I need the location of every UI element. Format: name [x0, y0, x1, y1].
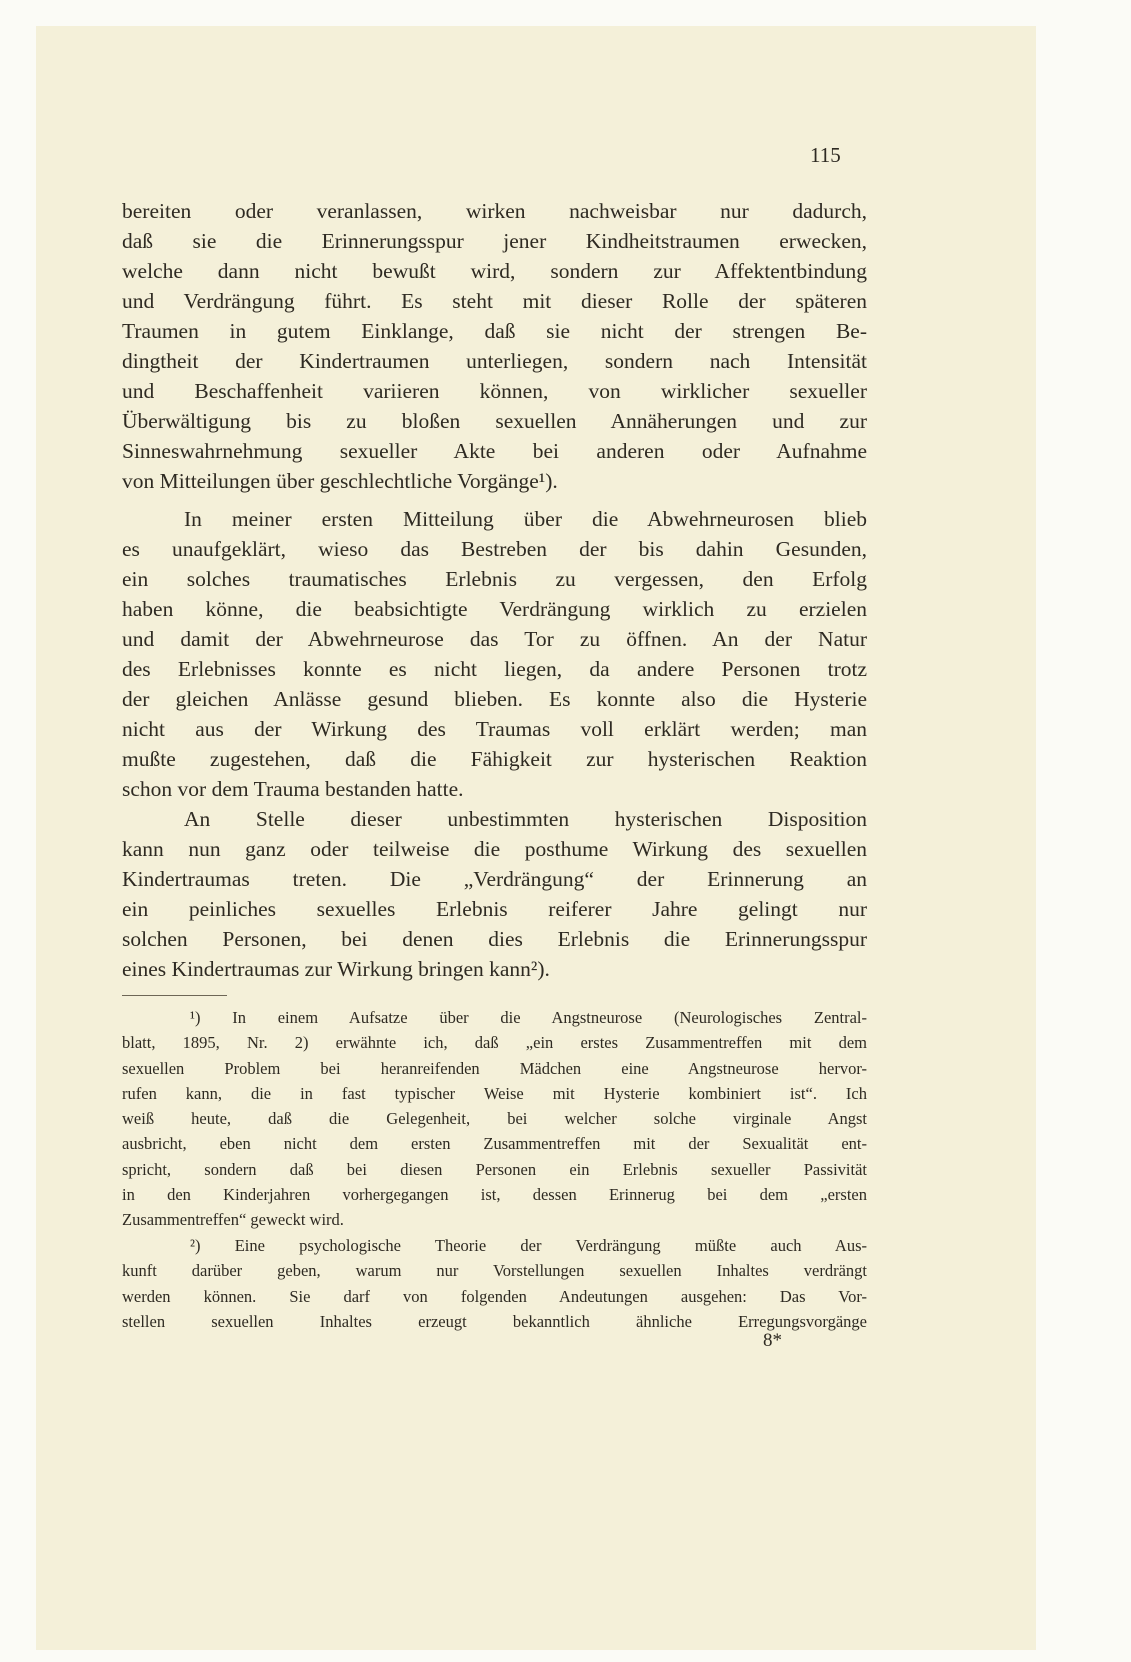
text-line: kunft darüber geben, warum nur Vorstellungen sexuellen Inhaltes verdrängt [122, 1261, 867, 1281]
footnote-divider [122, 995, 227, 996]
text-line: sexuellen Problem bei heranreifenden Mädchen eine Angstneurose hervor- [122, 1058, 867, 1078]
text-line: ²) Eine psychologische Theorie der Verdrängung müßte auch Aus- [190, 1236, 867, 1255]
text-line: ausbricht, eben nicht dem ersten Zusammentreffen mit der Sexualität ent- [122, 1134, 867, 1154]
text-line: rufen kann, die in fast typischer Weise mit Hysterie kombiniert ist“. Ich [122, 1083, 867, 1103]
text-line: ein solches traumatisches Erlebnis zu vergessen, den Erfolg [122, 567, 867, 591]
text-line: des Erlebnisses konnte es nicht liegen, da andere Personen trotz [122, 657, 867, 681]
text-line: Traumen in gutem Einklange, daß sie nicht der strengen Be- [122, 319, 867, 343]
paragraph-2 [122, 504, 867, 804]
text-line: werden können. Sie darf von folgenden Andeutungen ausgehen: Das Vor- [122, 1286, 867, 1306]
text-line: ¹) In einem Aufsatze über die Angstneurose (Neurologisches Zentral- [190, 1008, 867, 1027]
text-line: Zusammentreffen“ geweckt wird. [122, 1210, 344, 1230]
text-line: der gleichen Anlässe gesund blieben. Es konnte also die Hysterie [122, 687, 867, 711]
text-line: und damit der Abwehrneurose das Tor zu öffnen. An der Natur [122, 627, 867, 651]
text-line: schon vor dem Trauma bestanden hatte. [122, 777, 464, 801]
text-line: welche dann nicht bewußt wird, sondern zur Affektentbindung [122, 259, 867, 283]
text-line: In meiner ersten Mitteilung über die Abwehrneurosen blieb [184, 507, 867, 531]
signature-mark: 8* [763, 1330, 782, 1351]
text-line: es unaufgeklärt, wieso das Bestreben der bis dahin Gesunden, [122, 537, 867, 561]
text-line: und Verdrängung führt. Es steht mit dieser Rolle der späteren [122, 289, 867, 313]
text-line: weiß heute, daß die Gelegenheit, bei welcher solche virginale Angst [122, 1109, 867, 1129]
text-line: Überwältigung bis zu bloßen sexuellen Annäherungen und zur [122, 409, 867, 433]
footnote-2 [122, 1233, 867, 1334]
paragraph-1 [122, 196, 867, 496]
text-line: ein peinliches sexuelles Erlebnis reiferer Jahre gelingt nur [122, 897, 867, 921]
text-line: in den Kinderjahren vorhergegangen ist, dessen Erinnerug bei dem „ersten [122, 1185, 867, 1205]
text-line: bereiten oder veranlassen, wirken nachweisbar nur dadurch, [122, 199, 867, 223]
text-line: dingtheit der Kindertraumen unterliegen, sondern nach Intensität [122, 349, 867, 373]
page-number: 115 [810, 143, 841, 167]
text-line: daß sie die Erinnerungsspur jener Kindheitstraumen erwecken, [122, 229, 867, 253]
text-line: haben könne, die beabsichtigte Verdrängung wirklich zu erzielen [122, 597, 867, 621]
text-line: nicht aus der Wirkung des Traumas voll erklärt werden; man [122, 717, 867, 741]
paragraph-3 [122, 804, 867, 984]
text-line: Sinneswahrnehmung sexueller Akte bei anderen oder Aufnahme [122, 439, 867, 463]
text-line: und Beschaffenheit variieren können, von wirklicher sexueller [122, 379, 867, 403]
text-line: eines Kindertraumas zur Wirkung bringen kann²). [122, 957, 550, 981]
text-line: von Mitteilungen über geschlechtliche Vorgänge¹). [122, 469, 558, 493]
text-line: stellen sexuellen Inhaltes erzeugt bekanntlich ähnliche Erregungsvorgänge [122, 1311, 867, 1331]
footnote-1 [122, 1005, 867, 1233]
text-line: solchen Personen, bei denen dies Erlebnis die Erinnerungsspur [122, 927, 867, 951]
text-line: mußte zugestehen, daß die Fähigkeit zur hysterischen Reaktion [122, 747, 867, 771]
text-line: kann nun ganz oder teilweise die posthume Wirkung des sexuellen [122, 837, 867, 861]
text-line: blatt, 1895, Nr. 2) erwähnte ich, daß „ein erstes Zusammentreffen mit dem [122, 1033, 867, 1053]
text-line: Kindertraumas treten. Die „Verdrängung“ der Erinnerung an [122, 867, 867, 891]
text-line: spricht, sondern daß bei diesen Personen ein Erlebnis sexueller Passivität [122, 1159, 867, 1179]
text-line: An Stelle dieser unbestimmten hysterischen Disposition [184, 807, 867, 831]
